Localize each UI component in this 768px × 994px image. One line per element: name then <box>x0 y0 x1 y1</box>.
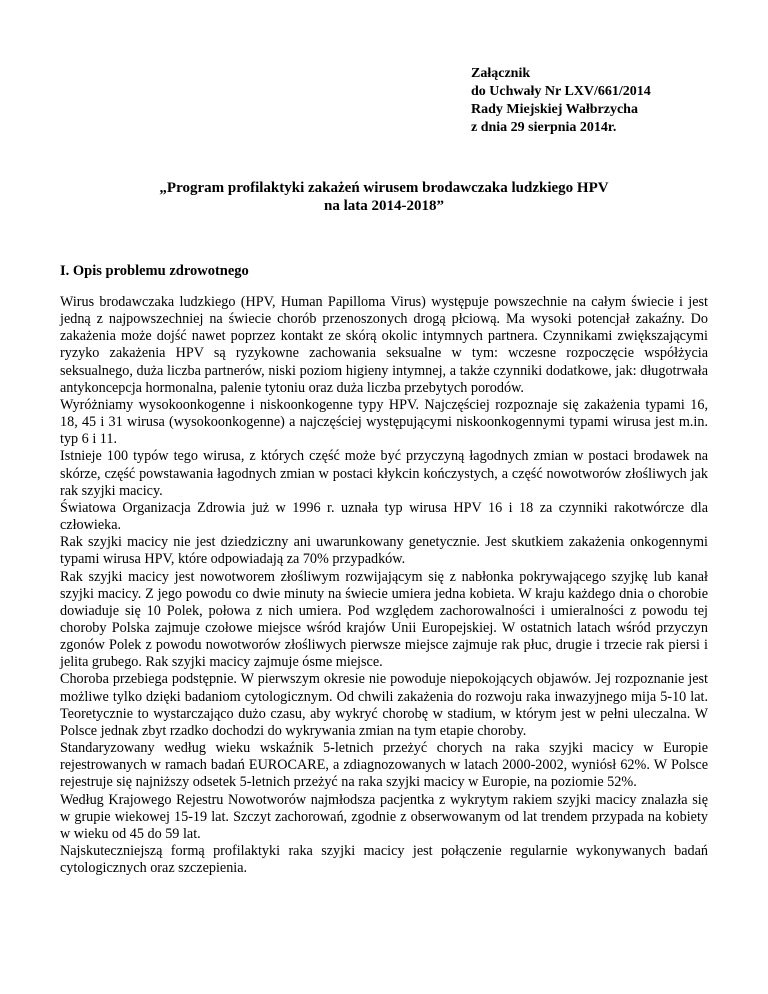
paragraph-virus-variants: Istnieje 100 typów tego wirusa, z których część może być przyczyną łagodnych zmian w postaci brodawek na skórze, część powstawania łagodnych zmian w postaci kłykcin kończystych, a część nowotworów złośliwych jak rak szyjki macicy. <box>60 448 708 499</box>
council-name: Rady Miejskiej Wałbrzycha <box>471 102 638 117</box>
paragraph-hpv-types: Wyróżniamy wysokoonkogenne i niskoonkogenne typy HPV. Najczęściej rozpoznaje się zakażenia typami 16, 18, 45 i 31 wirusa (wysokoonkogenne) a najczęściej występującymi niskoonkogennymi typami wirusa jest m.in. typ 6 i 11. <box>60 396 708 448</box>
program-title-line-2: na lata 2014-2018” <box>324 198 444 214</box>
paragraph-cervical-cancer: Rak szyjki macicy jest nowotworem złośliwym rozwijającym się z nabłonka pokrywającego szyjkę lub kanał szyjki macicy. Z jego powodu co dwie minuty na świecie umiera jedna kobieta. W kraju każdego dnia o chorobie dowiaduje się 10 Polek, połowa z nich umiera. Pod względem zachorowalności i umieralności z powodu tej choroby Polska zajmuje czołowe miejsce wśród krajów Unii Europejskiej. W ostatnich latach wśród przyczyn zgonów Polek z powodu nowotworów złośliwych pierwsze miejsce zajmuje rak płuc, drugie i trzecie rak piersi i jelita grubego. Rak szyjki macicy zajmuje ósme miejsce. <box>60 568 708 671</box>
paragraph-hpv-overview: Wirus brodawczaka ludzkiego (HPV, Human Papilloma Virus) występuje powszechnie na całym świecie i jest jedną z najpowszechniej na świecie chorób przenoszonych drogą płciową. Ma wysoki potencjał zakaźny. Do zakażenia może dojść nawet poprzez kontakt ze skórą okolic intymnych partnera. Czynnikami zwiększającymi ryzyko zakażenia HPV są ryzykowne zachowania seksualne w tym: wczesne rozpoczęcie współżycia seksualnego, duża liczba partnerów, niski poziom higieny intymnej, a także czynniki dodatkowe, jak: długotrwała antykoncepcja hormonalna, palenie tytoniu oraz duża liczba przebytych porodów. <box>60 294 708 396</box>
paragraph-cancer-registry: Według Krajowego Rejestru Nowotworów najmłodsza pacjentka z wykrytym rakiem szyjki macicy znalazła się w grupie wiekowej 15-19 lat. Szczyt zachorowań, zgodnie z obserwowanym od lat trendem przypada na kobiety w wieku od 45 do 59 lat. <box>60 791 708 842</box>
paragraph-not-hereditary: Rak szyjki macicy nie jest dziedziczny ani uwarunkowany genetycznie. Jest skutkiem zakażenia onkogennymi typami wirusa HPV, które odpowiadają za 70% przypadków. <box>60 534 708 568</box>
program-title <box>0 179 768 215</box>
attachment-label: Załącznik <box>471 66 531 81</box>
resolution-date: z dnia 29 sierpnia 2014r. <box>471 120 617 135</box>
paragraph-survival-rates: Standaryzowany według wieku wskaźnik 5-letnich przeżyć chorych na raka szyjki macicy w Europie rejestrowanych w ramach badań EUROCARE, a zdiagnozowanych w latach 2000-2002, wyniósł 62%. W Polsce rejestruje się najniższy odsetek 5-letnich przeżyć na raka szyjki macicy w Europie, na poziomie 52%. <box>60 740 708 791</box>
paragraph-disease-course: Choroba przebiega podstępnie. W pierwszym okresie nie powoduje niepokojących objawów. Jej rozpoznanie jest możliwe tylko dzięki badaniom cytologicznym. Od chwili zakażenia do rozwoju raka inwazyjnego mija 5-10 lat. Teoretycznie to wystarczająco dużo czasu, aby wykryć chorobę w stadium, w którym jest w pełni uleczalna. W Polsce jednak zbyt rzadko dochodzi do wykrywania zmian na tym etapie choroby. <box>60 671 708 739</box>
paragraph-who: Światowa Organizacja Zdrowia już w 1996 r. uznała typ wirusa HPV 16 i 18 za czynniki rakotwórcze dla człowieka. <box>60 499 708 534</box>
program-title-line-1: „Program profilaktyki zakażeń wirusem brodawczaka ludzkiego HPV <box>159 180 609 196</box>
resolution-number: do Uchwały Nr LXV/661/2014 <box>471 84 651 99</box>
section-body <box>60 294 708 877</box>
paragraph-prevention: Najskuteczniejszą formą profilaktyki raka szyjki macicy jest połączenie regularnie wykonywanych badań cytologicznych oraz szczepienia. <box>60 843 708 877</box>
attachment-header <box>471 65 651 137</box>
section-heading: I. Opis problemu zdrowotnego <box>60 263 249 279</box>
